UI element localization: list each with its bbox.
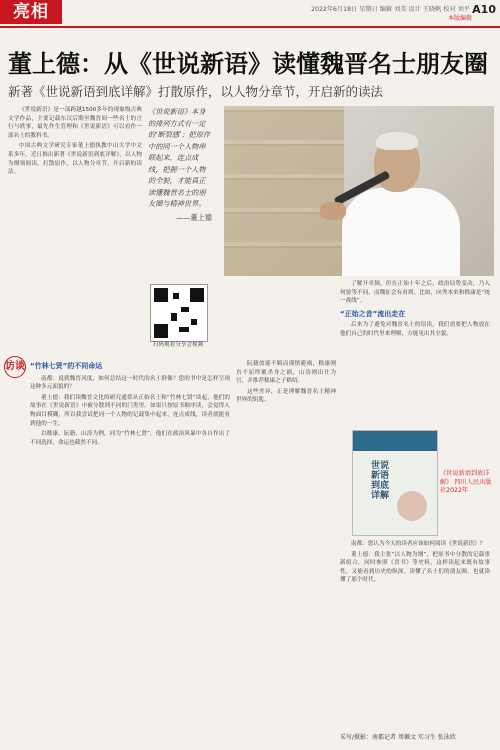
portrait-photo: [224, 106, 494, 276]
header-rule: [0, 26, 500, 28]
interview-column: [30, 360, 230, 449]
hair-shape: [376, 132, 418, 150]
intro-column: [8, 106, 142, 179]
headline: 董上德：从《世说新语》读懂魏晋名士朋友圈: [8, 50, 488, 78]
shirt-shape: [342, 188, 460, 276]
subheadline: 新著《世说新语到底详解》打散原作，以人物分章节，开启新的读法: [8, 84, 384, 99]
right-paragraph-2: 后来为了避免对魏晋名士的误读，我们需要把人物放在他们自己的时代里来理解，方能见出其全貌。: [340, 322, 490, 337]
interview-badge: 访谈: [4, 356, 26, 378]
lower-right-paragraph-1: 南都：您认为今天的读者应该如何阅读《世说新语》？: [351, 541, 486, 547]
right-column: [340, 280, 490, 341]
lower-right-paragraph-2: 董上德：我主张“以人物为纲”，把原书中分散的记载重新组合，同时参照《晋书》等史料，这样读起来既有故事性，又能看到历史的纵深。读懂了名士们的朋友圈，也就读懂了那个时代。: [340, 551, 490, 584]
section-tag: 亮相: [0, 0, 62, 24]
section-title-zhulin: “竹林七贤”的不同命运: [30, 362, 103, 370]
intro-paragraph-2: 中国古典文学研究专家董上德执教中山大学中文系多年，近日推出新著《世说新语到底详解》，以人物为纲领阅读，打散原作，以人物分章节，开启新的读法。: [8, 143, 142, 176]
hand-shape: [320, 202, 346, 220]
credits-label: 采写/摄影：: [340, 734, 373, 741]
pull-quote: [148, 106, 212, 223]
pull-quote-text: 《世说新语》本身的排列方式有一定的‘断裂感’；把原作中的同一个人物串联起来，连点成线，把握一个人物的全貌，才能真正读懂魏晋名士的朋友圈与精神世界。: [148, 107, 211, 208]
bookshelf-shape: [224, 106, 344, 276]
pull-quote-author: ——董上德: [176, 212, 212, 222]
masthead: [0, 0, 500, 26]
credits-names: 南都记者 周佩文 实习生 张泳欣: [372, 734, 456, 741]
intro-paragraph-1: 《世说新语》是一部跨越1500多年的现象级古典文学作品，主要记载东汉后期至魏晋间一些名士的言行与轶事，最先作生管理和《世说新语》可以看作一部名士的教科书。: [8, 107, 142, 139]
lower-right-column: [340, 540, 490, 587]
dateline: 2022年6月18日 星期日 编辑 刘美 设计 王晓帆 校对 刘平: [311, 6, 470, 13]
qr-caption: 扫码观看分享会视频: [152, 342, 204, 348]
book-cover: [352, 430, 438, 536]
interview-paragraph-1: 南都：说到魏晋风度，如何总结这一时代的名士群像？您的书中是怎样呈现这种多元面貌的？: [30, 375, 230, 391]
section-title-zhengshi: “正始之音”流出走在: [340, 309, 406, 318]
page-number: A10: [472, 3, 496, 16]
mid-paragraph-2: 这些差异，正是理解魏晋名士精神世界的钥匙。: [236, 388, 336, 404]
interview-paragraph-3: 以嵇康、阮籍、山涛为例，同为“竹林七贤”，他们在政治风暴中各自作出了不同选择，命运也截然不同。: [30, 431, 230, 446]
book-cover-title: 世说新语到底详解: [371, 461, 390, 501]
qr-code-icon[interactable]: [150, 284, 208, 342]
editor-tag: 本版编辑: [447, 15, 472, 22]
mid-paragraph-1: 阮籍放诞不羁而谨慎避祸，嵇康刚直不屈终罹杀身之祸，山涛则出仕为官，并推荐嵇康之子嵇绍。: [236, 361, 336, 385]
book-caption: 《世说新语到底详解》 四川人民出版社2022年: [440, 470, 492, 494]
credits: [340, 732, 490, 741]
book-cover-illustration: [397, 491, 427, 521]
middle-column: [236, 360, 336, 407]
book-cover-band: [353, 431, 437, 451]
right-paragraph-1: 了解开章频，但在正始十年之后，政治局势变动，乃入何晏等不同，而魏征会有看到，比如，向秀本来和嵇康是“统一战线”。: [340, 281, 490, 305]
interview-paragraph-2: 董上德：我们读魏晋文化的研究通常从正始名士和“竹林七贤”谈起，他们的故事在《世说新语》中被分散到不同的门类里。如果只按原书顺序读，会觉得人物面目模糊，所以我尝试把同一个人物的记载集中起来，连点成线，读者就能看到他的一生。: [30, 394, 230, 427]
